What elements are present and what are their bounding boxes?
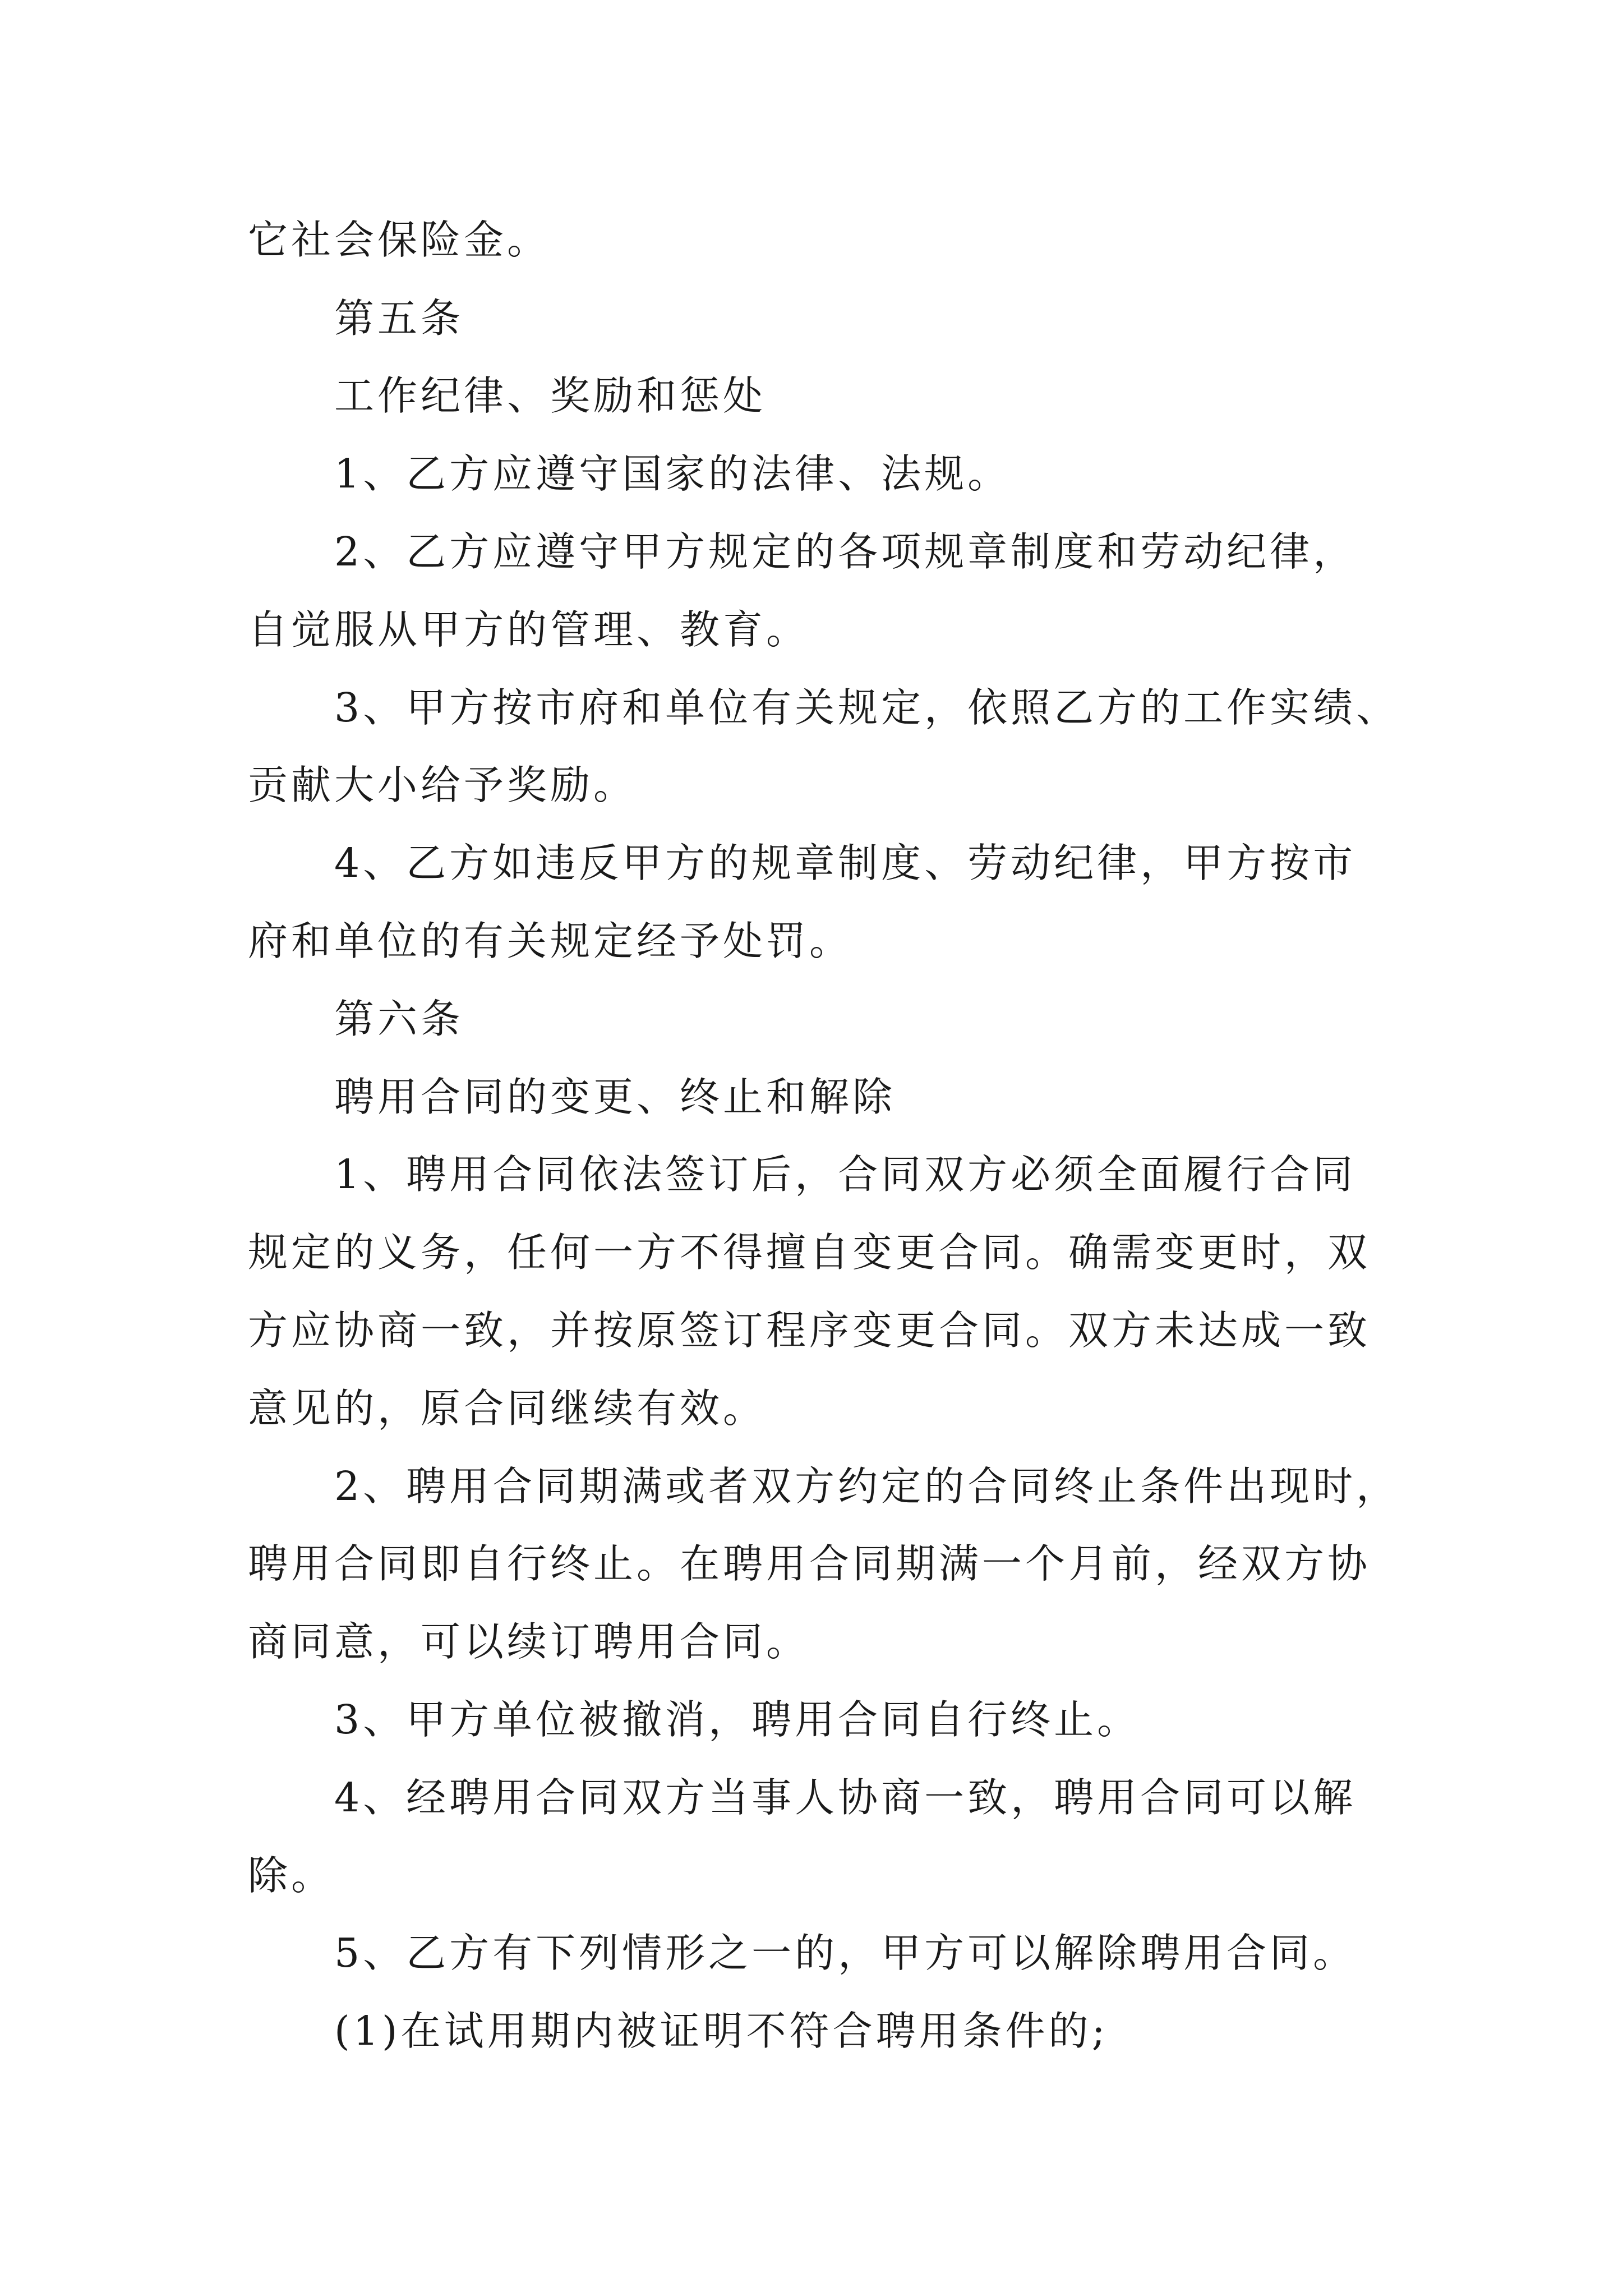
text-line: (1)在试用期内被证明不符合聘用条件的; xyxy=(334,2008,1109,2054)
text-line: 3、甲方单位被撤消，聘用合同自行终止。 xyxy=(334,1696,1141,1743)
text-line: 贡献大小给予奖励。 xyxy=(248,762,637,808)
text-line: 它社会保险金。 xyxy=(248,217,551,263)
text-line: 府和单位的有关规定经予处罚。 xyxy=(248,918,853,964)
text-line: 方应协商一致，并按原签订程序变更合同。双方未达成一致 xyxy=(248,1307,1371,1354)
article-title: 工作纪律、奖励和惩处 xyxy=(334,372,767,419)
text-line: 商同意，可以续订聘用合同。 xyxy=(248,1618,810,1665)
article-title: 聘用合同的变更、终止和解除 xyxy=(334,1074,896,1120)
text-line: 1、乙方应遵守国家的法律、法规。 xyxy=(334,450,1011,497)
text-line: 自觉服从甲方的管理、教育。 xyxy=(248,606,810,653)
text-line: 1、聘用合同依法签订后，合同双方必须全面履行合同 xyxy=(334,1151,1357,1198)
text-line: 3、甲方按市府和单位有关规定，依照乙方的工作实绩、 xyxy=(334,684,1400,731)
article-heading: 第六条 xyxy=(334,996,464,1042)
text-line: 意见的，原合同继续有效。 xyxy=(248,1385,767,1432)
text-line: 聘用合同即自行终止。在聘用合同期满一个月前，经双方协 xyxy=(248,1540,1371,1587)
article-heading: 第五条 xyxy=(334,295,464,342)
text-line: 4、经聘用合同双方当事人协商一致，聘用合同可以解 xyxy=(334,1774,1357,1821)
text-line: 4、乙方如违反甲方的规章制度、劳动纪律，甲方按市 xyxy=(334,840,1357,886)
text-line: 规定的义务，任何一方不得擅自变更合同。确需变更时，双 xyxy=(248,1229,1371,1276)
text-line: 2、聘用合同期满或者双方约定的合同终止条件出现时， xyxy=(334,1463,1400,1510)
text-line: 除。 xyxy=(248,1852,335,1899)
text-line: 5、乙方有下列情形之一的，甲方可以解除聘用合同。 xyxy=(334,1930,1357,1976)
text-line: 2、乙方应遵守甲方规定的各项规章制度和劳动纪律， xyxy=(334,528,1357,575)
